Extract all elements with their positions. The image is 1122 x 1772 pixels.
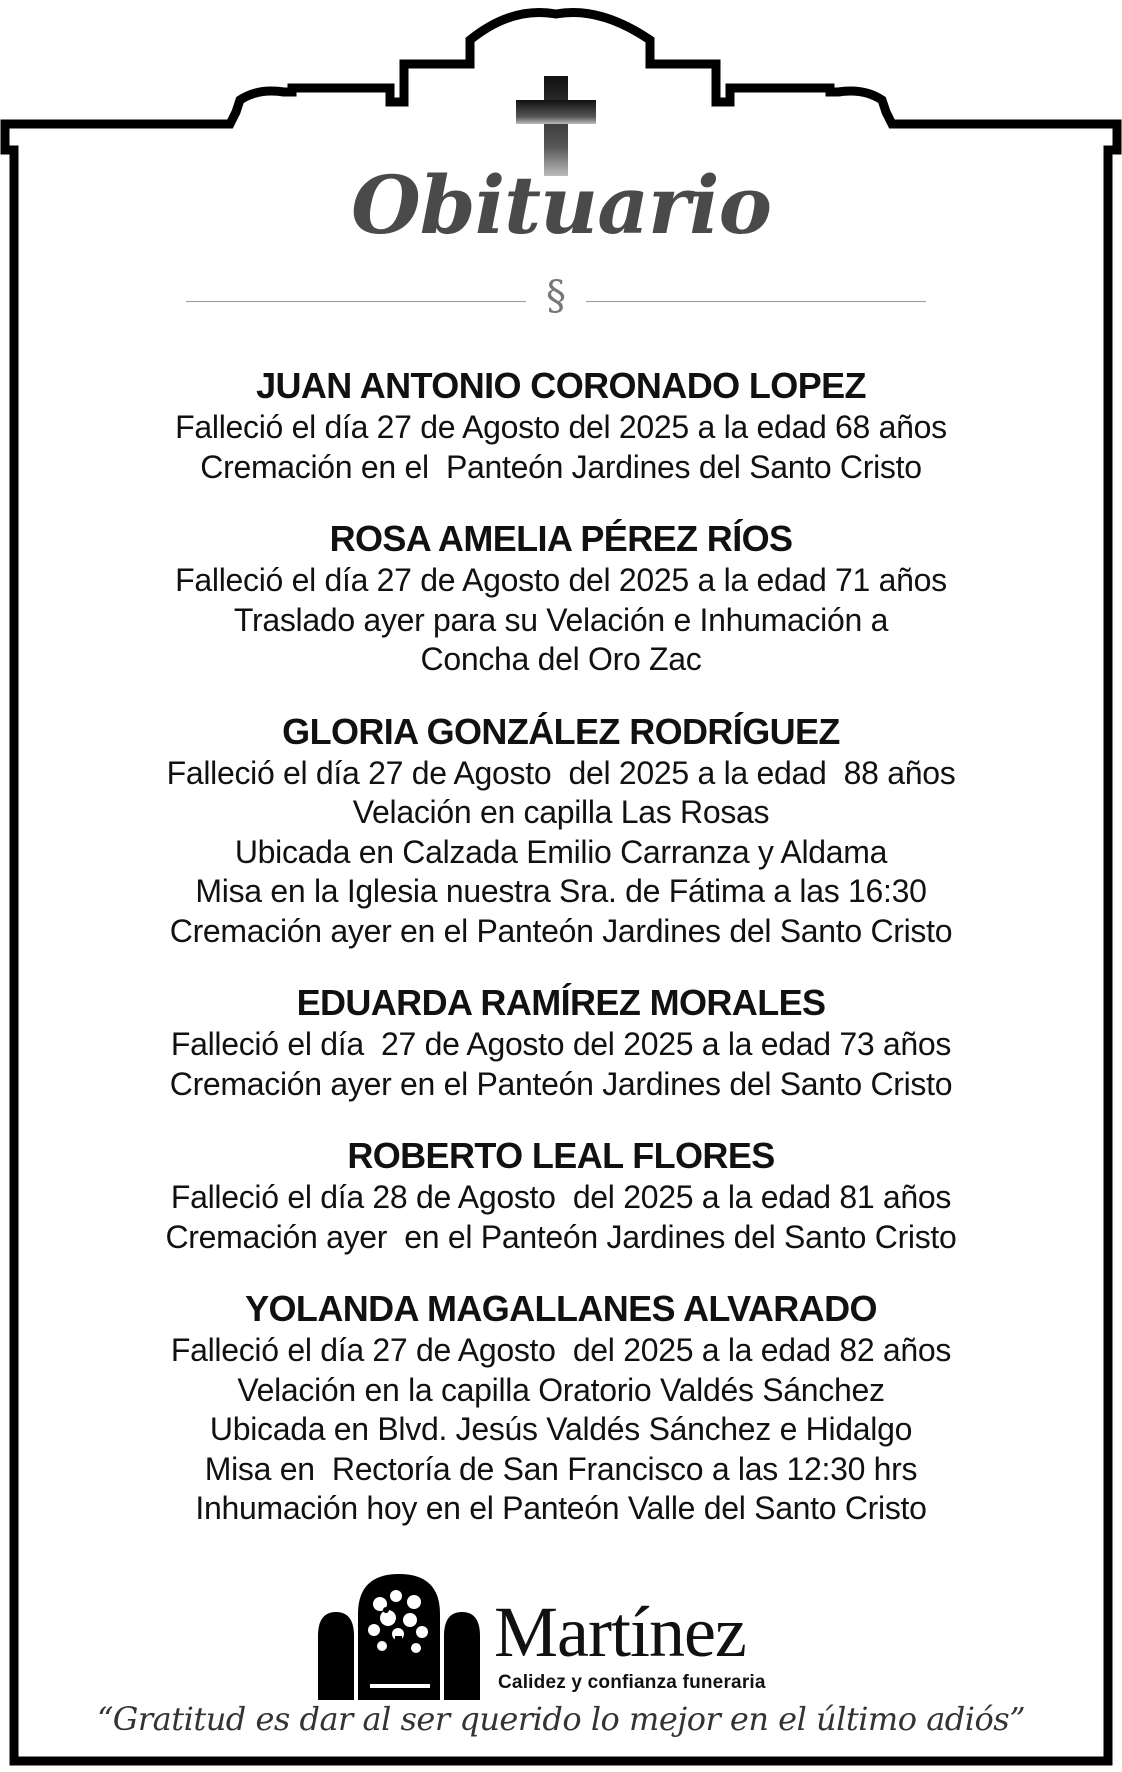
obituary-detail-line: Falleció el día 27 de Agosto del 2025 a la edad 68 años xyxy=(175,409,947,445)
obituary-detail-line: Velación en capilla Las Rosas xyxy=(352,794,770,830)
obituary-detail-line: Misa en la Iglesia nuestra Sra. de Fátima a las 16:30 xyxy=(195,873,927,909)
obituary-detail-line: Cremación ayer en el Panteón Jardines del Santo Cristo xyxy=(169,912,953,949)
obituary-detail-line: Traslado ayer para su Velación e Inhumación a xyxy=(233,601,889,638)
divider-rule-left xyxy=(186,301,526,302)
page-title: Obituario xyxy=(351,158,771,252)
deceased-name: GLORIA GONZÁLEZ RODRÍGUEZ xyxy=(282,710,840,752)
brand-tagline: Calidez y confianza funeraria xyxy=(498,1672,766,1693)
obituary-detail-line: Ubicada en Blvd. Jesús Valdés Sánchez e Hidalgo xyxy=(209,1411,913,1447)
obituary-detail-line: Concha del Oro Zac xyxy=(420,641,702,677)
deceased-name: EDUARDA RAMÍREZ MORALES xyxy=(296,982,826,1023)
deceased-name: ROBERTO LEAL FLORES xyxy=(347,1135,775,1176)
obituary-detail-line: Falleció el día 27 de Agosto del 2025 a la edad 73 años xyxy=(170,1026,952,1062)
deceased-name: JUAN ANTONIO CORONADO LOPEZ xyxy=(256,365,866,406)
chapel-arches-tree-logo xyxy=(318,1574,480,1700)
obituary-list xyxy=(60,364,1062,1559)
divider-rule-right xyxy=(586,301,926,302)
obituary-detail-line: Misa en Rectoría de San Francisco a las 12:30 hrs xyxy=(204,1450,918,1487)
obituary-detail-line: Ubicada en Calzada Emilio Carranza y Aldama xyxy=(234,833,888,870)
obituary-detail-line: Velación en la capilla Oratorio Valdés Sánchez xyxy=(237,1371,885,1408)
footer-quote: “Gratitud es dar al ser querido lo mejor en el último adiós” xyxy=(96,1700,1026,1738)
deceased-name: ROSA AMELIA PÉREZ RÍOS xyxy=(329,518,793,559)
obituary-detail-line: Falleció el día 27 de Agosto del 2025 a la edad 82 años xyxy=(170,1332,952,1368)
deceased-name: YOLANDA MAGALLANES ALVARADO xyxy=(245,1288,877,1329)
obituary-detail-line: Falleció el día 27 de Agosto del 2025 a la edad 88 años xyxy=(166,754,956,791)
title-divider xyxy=(186,273,926,332)
obituary-entry xyxy=(60,981,1062,1104)
obituary-detail-line: Cremación en el Panteón Jardines del Santo Cristo xyxy=(200,448,922,485)
section-ornament-icon: § xyxy=(546,273,566,319)
obituary-entry xyxy=(60,1134,1062,1257)
obituary-detail-line: Cremación ayer en el Panteón Jardines del Santo Cristo xyxy=(165,1218,957,1255)
obituary-detail-line: Cremación ayer en el Panteón Jardines del Santo Cristo xyxy=(169,1065,953,1102)
obituary-entry xyxy=(60,710,1062,952)
obituary-entry xyxy=(60,364,1062,487)
obituary-detail-line: Inhumación hoy en el Panteón Valle del Santo Cristo xyxy=(195,1490,927,1526)
obituary-detail-line: Falleció el día 27 de Agosto del 2025 a la edad 71 años xyxy=(175,562,947,598)
brand-name: Martínez xyxy=(494,1592,746,1672)
obituary-entry xyxy=(60,1287,1062,1529)
obituary-entry xyxy=(60,517,1062,680)
obituary-detail-line: Falleció el día 28 de Agosto del 2025 a la edad 81 años xyxy=(170,1179,952,1215)
